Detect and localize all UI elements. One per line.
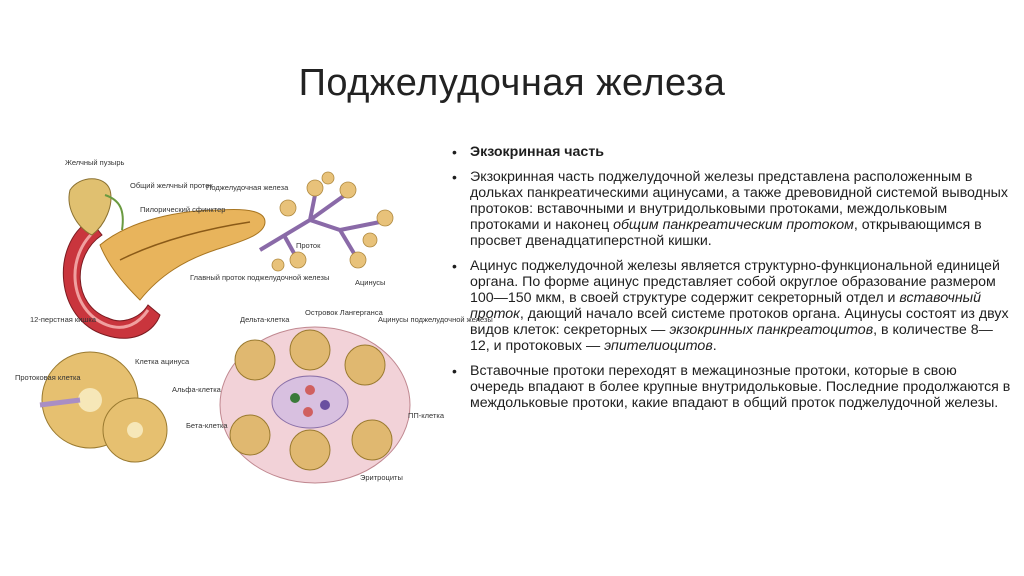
label-acinar-cell: Клетка ацинуса bbox=[135, 357, 190, 366]
label-duct: Проток bbox=[296, 241, 321, 250]
bullet-heading bbox=[452, 144, 1012, 160]
b3-text3: , в количестве 8—12, и протоковых — bbox=[470, 322, 993, 354]
bullet-ducts bbox=[452, 363, 1012, 411]
label-delta-cell: Дельта-клетка bbox=[240, 315, 290, 324]
b3-italic1: вставочный проток bbox=[470, 290, 981, 322]
label-erythrocytes: Эритроциты bbox=[360, 473, 403, 482]
b3-text4: . bbox=[712, 338, 717, 354]
bullet-exocrine bbox=[452, 169, 1012, 249]
label-bile-duct: Общий желчный проток bbox=[130, 181, 213, 190]
bullet-acinus bbox=[452, 258, 1012, 354]
islet-tissue bbox=[220, 327, 410, 483]
pancreas-illustration bbox=[10, 150, 493, 490]
b3-italic2: экзокринных панкреатоцитов bbox=[669, 322, 874, 338]
label-islet: Островок Лангерганса bbox=[305, 308, 383, 317]
bullet-list bbox=[452, 144, 1012, 420]
label-alpha-cell: Альфа-клетка bbox=[172, 385, 221, 394]
b2-italic1: общим панкреатическим протоком bbox=[613, 217, 854, 233]
b3-text1: Ацинус поджелудочной железы является структурно-функциональной единицей органа. По форме ацинус представляет собой округлое образование размером 100—150 мкм, в своей структуре содержит секреторный отдел и bbox=[470, 258, 1000, 306]
label-gallbladder: Желчный пузырь bbox=[65, 158, 125, 167]
label-beta-cell: Бета-клетка bbox=[186, 421, 228, 430]
label-ductal-cell: Протоковая клетка bbox=[15, 373, 81, 382]
label-pyloric-sphincter: Пилорический сфинктер bbox=[140, 205, 226, 214]
b3-text2: , дающий начало всей системе протоков органа. Ацинусы состоят из двух видов клеток: секреторных — bbox=[470, 306, 1009, 338]
label-duodenum: 12-перстная кишка bbox=[30, 315, 96, 324]
label-acini: Ацинусы bbox=[355, 278, 386, 287]
label-pancreas: Поджелудочная железа bbox=[206, 183, 289, 192]
acinus-section bbox=[40, 352, 167, 462]
slide-title: Поджелудочная железа bbox=[298, 62, 726, 104]
b4-text: Вставочные протоки переходят в межацинозные протоки, которые в свою очередь впадают в более крупные внутридольковые. Последние продолжаются в междольковые протоки, какие впадают в общий проток поджелудочной железы. bbox=[470, 363, 1011, 411]
b3-italic3: эпителиоцитов bbox=[604, 338, 713, 354]
label-main-duct: Главный проток поджелудочной железы bbox=[190, 273, 330, 282]
label-pancreatic-acini: Ацинусы поджелудочной железы bbox=[378, 315, 493, 324]
label-pp-cell: ПП-клетка bbox=[408, 411, 444, 420]
exocrine-heading: Экзокринная часть bbox=[470, 144, 604, 160]
b2-text2: , открывающимся в просвет двенадцатиперстной кишки. bbox=[470, 217, 982, 249]
b2-text1: Экзокринная часть поджелудочной железы представлена расположенным в дольках панкреатическими ацинусами, а также древовидной системой выводных протоков: вставочными и внутридольковыми протоками, междольковым протоками и наконец bbox=[470, 169, 1008, 233]
